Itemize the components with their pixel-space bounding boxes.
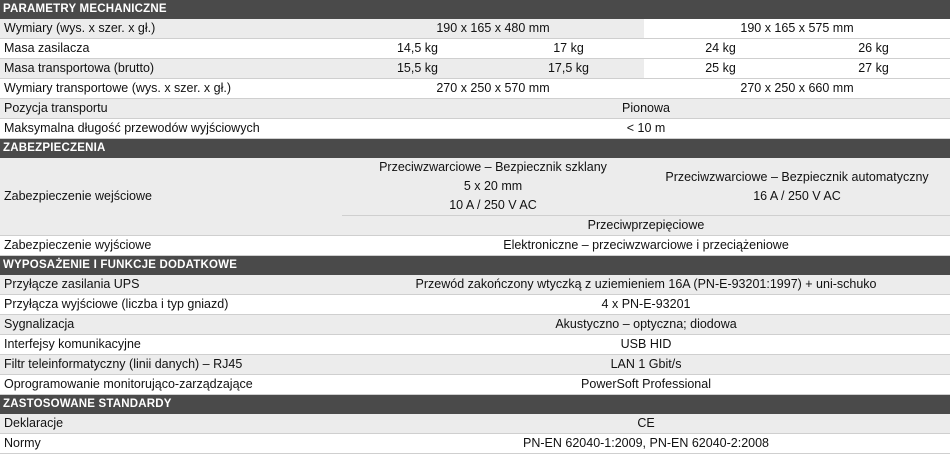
row-label: Masa zasilacza [0, 39, 342, 59]
row-value: 14,5 kg [342, 39, 493, 59]
row-value: CE [342, 414, 950, 434]
row-value [342, 158, 644, 216]
row-label: Wymiary transportowe (wys. x szer. x gł.) [0, 79, 342, 99]
table-row [0, 315, 950, 335]
row-value: 15,5 kg [342, 59, 493, 79]
row-label: Przyłącza wyjściowe (liczba i typ gniazd) [0, 295, 342, 315]
table-row [0, 99, 950, 119]
row-label: Normy [0, 434, 342, 454]
row-value: 17,5 kg [493, 59, 644, 79]
row-label: Maksymalna długość przewodów wyjściowych [0, 119, 342, 139]
section-header-features [0, 256, 950, 275]
row-label: Sygnalizacja [0, 315, 342, 335]
row-label: Przyłącze zasilania UPS [0, 275, 342, 295]
section-header-standards [0, 395, 950, 414]
value-line: 10 A / 250 V AC [449, 198, 537, 212]
row-value: PowerSoft Professional [342, 375, 950, 395]
row-value: USB HID [342, 335, 950, 355]
row-value: 26 kg [797, 39, 950, 59]
row-label: Interfejsy komunikacyjne [0, 335, 342, 355]
row-value: 4 x PN-E-93201 [342, 295, 950, 315]
section-title: WYPOSAŻENIE I FUNKCJE DODATKOWE [0, 256, 950, 275]
row-value: Akustyczno – optyczna; diodowa [342, 315, 950, 335]
row-label: Masa transportowa (brutto) [0, 59, 342, 79]
row-label: Oprogramowanie monitorująco-zarządzające [0, 375, 342, 395]
section-title: PARAMETRY MECHANICZNE [0, 0, 950, 19]
row-value: Elektroniczne – przeciwzwarciowe i przeciążeniowe [342, 236, 950, 256]
row-value: Przewód zakończony wtyczką z uziemieniem 16A (PN-E-93201:1997) + uni-schuko [342, 275, 950, 295]
table-row [0, 39, 950, 59]
table-row [0, 375, 950, 395]
table-row [0, 434, 950, 454]
value-line: Przeciwzwarciowe – Bezpiecznik szklany [379, 160, 607, 174]
row-value: Przeciwprzepięciowe [342, 216, 950, 236]
row-value: 190 x 165 x 575 mm [644, 19, 950, 39]
row-label: Pozycja transportu [0, 99, 342, 119]
table-row [0, 19, 950, 39]
value-line: 5 x 20 mm [463, 179, 523, 193]
row-label: Zabezpieczenie wejściowe [0, 158, 342, 236]
table-row [0, 355, 950, 375]
row-value: Pionowa [342, 99, 950, 119]
table-row [0, 158, 950, 216]
row-label: Zabezpieczenie wyjściowe [0, 236, 342, 256]
row-value: 27 kg [797, 59, 950, 79]
table-row [0, 295, 950, 315]
row-value: 24 kg [644, 39, 797, 59]
table-row [0, 236, 950, 256]
row-label: Filtr teleinformatyczny (linii danych) – RJ45 [0, 355, 342, 375]
section-header-mechanical [0, 0, 950, 19]
row-value: PN-EN 62040-1:2009, PN-EN 62040-2:2008 [342, 434, 950, 454]
row-value: 270 x 250 x 570 mm [342, 79, 644, 99]
section-title: ZASTOSOWANE STANDARDY [0, 395, 950, 414]
table-row [0, 275, 950, 295]
value-line: 16 A / 250 V AC [753, 188, 841, 203]
row-label: Deklaracje [0, 414, 342, 434]
row-value: < 10 m [342, 119, 950, 139]
row-value [644, 158, 950, 216]
section-title: ZABEZPIECZENIA [0, 139, 950, 158]
row-label: Wymiary (wys. x szer. x gł.) [0, 19, 342, 39]
row-value: 190 x 165 x 480 mm [342, 19, 644, 39]
row-value: LAN 1 Gbit/s [342, 355, 950, 375]
row-value: 17 kg [493, 39, 644, 59]
value-line: Przeciwzwarciowe – Bezpiecznik automatyczny [665, 169, 929, 184]
row-value: 270 x 250 x 660 mm [644, 79, 950, 99]
table-row [0, 59, 950, 79]
table-row [0, 119, 950, 139]
table-row [0, 414, 950, 434]
section-header-protection [0, 139, 950, 158]
table-row [0, 335, 950, 355]
table-row [0, 79, 950, 99]
row-value: 25 kg [644, 59, 797, 79]
